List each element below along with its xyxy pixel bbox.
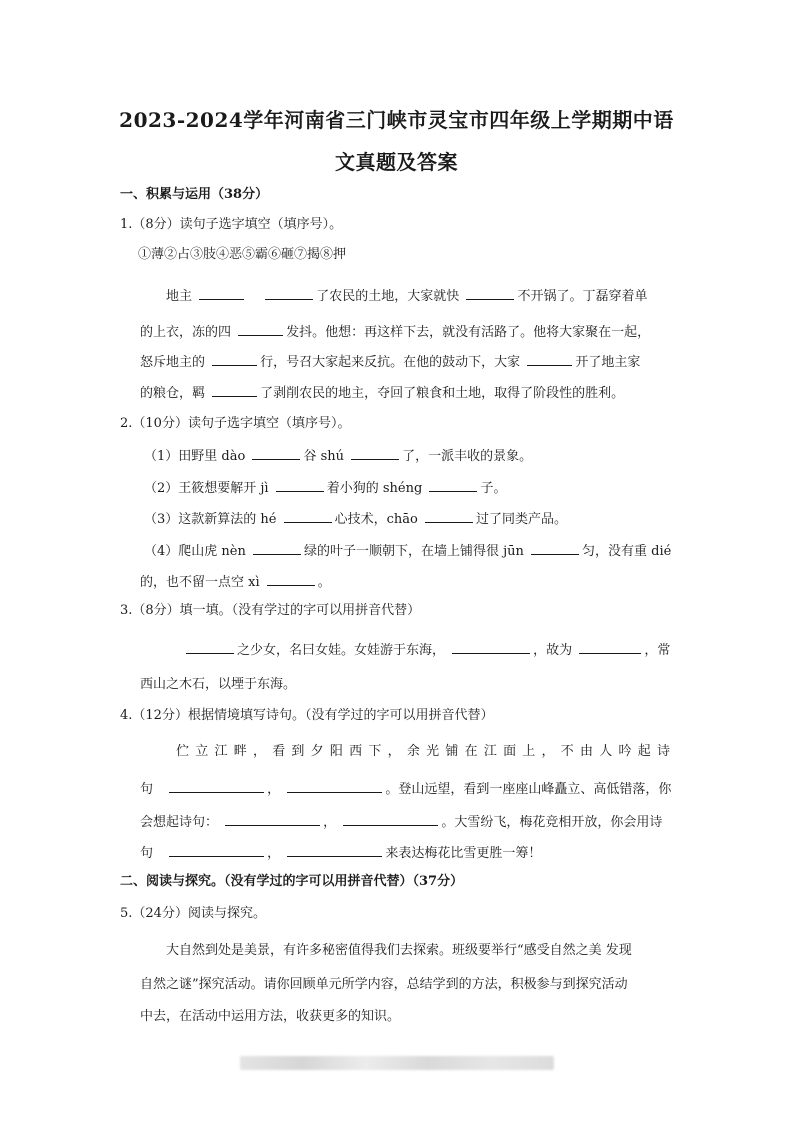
section-2-heading: 二、阅读与探究。（没有学过的字可以用拼音代替）（37分） (120, 874, 464, 889)
q5-stem: 5.（24分）阅读与探究。 (120, 906, 266, 921)
q3-text: ，故为 (533, 643, 573, 658)
q4-text: ， (267, 846, 281, 861)
q1-text: 行，号召大家起来反抗。在他的鼓动下，大家 (260, 355, 521, 370)
q2-item-2 (144, 478, 506, 498)
q4-text: 来表达梅花比雪更胜一筹！ (385, 846, 542, 861)
q1-text: 不开锅了。丁磊穿着单 (517, 289, 648, 304)
q2-item-4 (144, 541, 671, 561)
q4-text: 句 (140, 846, 154, 861)
q3-line-1 (186, 640, 670, 660)
answer-blank[interactable] (284, 509, 332, 523)
q1-text: 发抖。他想：再这样下去，就没有活路了。他将大家聚在一起， (286, 325, 651, 340)
answer-blank[interactable] (238, 322, 283, 336)
q5-passage-line-3: 中去，在活动中运用方法，收获更多的知识。 (140, 1009, 401, 1024)
q3-text: ，常 (644, 643, 671, 658)
q2-text: 绿的叶子一顺朝下，在墙上铺得很 jūn (303, 544, 524, 559)
q4-text: 。登山远望，看到一座座山峰矗立、高低错落，你 (385, 782, 672, 797)
q1-passage-line-2 (140, 322, 650, 342)
answer-blank[interactable] (466, 286, 514, 300)
q2-item-1 (144, 446, 532, 466)
answer-blank[interactable] (252, 446, 300, 460)
q2-text: （2）王筱想要解开 jì (144, 481, 269, 496)
q1-text: 了剥削农民的地主，夺回了粮食和土地，取得了阶段性的胜利。 (260, 386, 625, 401)
q4-line-1: 伫立江畔，看到夕阳西下，余光铺在江面上，不由人吟起诗 (176, 744, 670, 759)
q1-text: 的上衣，冻的四 (140, 325, 232, 340)
q2-text: （3）这款新算法的 hé (144, 512, 277, 527)
answer-blank[interactable] (452, 640, 530, 654)
answer-blank[interactable] (265, 286, 313, 300)
q2-text: 心技术，chāo (334, 512, 418, 527)
q2-text: 着小狗的 shéng (326, 481, 423, 496)
answer-blank[interactable] (186, 640, 234, 654)
q2-item-4-cont (140, 572, 331, 592)
q2-text: 谷 shú (303, 449, 345, 464)
answer-blank[interactable] (287, 843, 382, 857)
q2-text: 。 (317, 575, 331, 590)
answer-blank[interactable] (579, 640, 641, 654)
q1-passage-line-3 (140, 352, 640, 372)
answer-blank[interactable] (225, 812, 320, 826)
q3-stem: 3.（8分）填一填。（没有学过的字可以用拼音代替） (120, 603, 421, 618)
q1-text: 的粮仓，羁 (140, 386, 206, 401)
q1-stem: 1.（8分）读句子选字填空（填序号）。 (120, 217, 343, 232)
q2-text: 了，一派丰收的景象。 (402, 449, 533, 464)
q4-text: ， (323, 815, 337, 830)
q4-text: 会想起诗句： (140, 815, 219, 830)
q1-passage-line-1 (166, 286, 647, 306)
q2-stem: 2.（10分）读句子选字填空（填序号）。 (120, 416, 351, 431)
answer-blank[interactable] (527, 352, 572, 366)
q4-text: ， (267, 782, 281, 797)
q2-text: （1）田野里 dào (144, 449, 246, 464)
answer-blank[interactable] (429, 478, 477, 492)
q4-line-4 (140, 843, 541, 863)
answer-blank[interactable] (287, 779, 382, 793)
q5-passage-line-2: 自然之谜”探究活动。请你回顾单元所学内容，总结学到的方法，积极参与到探究活动 (140, 977, 628, 992)
q3-text: 之少女，名曰女娃。女娃游于东海， (237, 643, 446, 658)
q3-line-2: 西山之木石，以堙于东海。 (140, 677, 297, 692)
q1-options: ①薄②占③肢④恶⑤霸⑥砸⑦揭⑧押 (138, 247, 347, 262)
document-title-line-2: 文真题及答案 (335, 150, 458, 174)
answer-blank[interactable] (169, 843, 264, 857)
q4-line-2 (140, 779, 671, 799)
q1-text: 开了地主家 (575, 355, 641, 370)
answer-blank[interactable] (267, 572, 315, 586)
q5-passage-line-1: 大自然到处是美景，有许多秘密值得我们去探索。班级要举行“感受自然之美 发现 (166, 943, 632, 958)
answer-blank[interactable] (212, 383, 257, 397)
answer-blank[interactable] (531, 541, 579, 555)
answer-blank[interactable] (212, 352, 257, 366)
answer-blank[interactable] (276, 478, 324, 492)
q4-text: 句 (140, 782, 154, 797)
q2-text: 过了同类产品。 (476, 512, 568, 527)
q1-passage-line-4 (140, 383, 624, 403)
answer-blank[interactable] (343, 812, 438, 826)
q2-item-3 (144, 509, 567, 529)
q4-text: 。大雪纷飞，梅花竞相开放，你会用诗 (441, 815, 663, 830)
answer-blank[interactable] (351, 446, 399, 460)
q4-line-3 (140, 812, 662, 832)
section-1-heading: 一、积累与运用（38分） (120, 187, 269, 202)
q4-stem: 4.（12分）根据情境填写诗句。（没有学过的字可以用拼音代替） (120, 708, 494, 723)
q2-text: 匀，没有重 dié (582, 544, 672, 559)
document-title-line-1: 2023-2024学年河南省三门峡市灵宝市四年级上学期期中语 (119, 108, 674, 132)
answer-blank[interactable] (425, 509, 473, 523)
q2-text: （4）爬山虎 nèn (144, 544, 246, 559)
answer-blank[interactable] (253, 541, 301, 555)
q1-text: 地主 (166, 289, 193, 304)
q1-text: 怒斥地主的 (140, 355, 206, 370)
q2-text: 的，也不留一点空 xì (140, 575, 260, 590)
q2-text: 子。 (480, 481, 507, 496)
q1-text: 了农民的土地，大家就快 (316, 289, 460, 304)
blurred-footer-watermark (240, 1056, 554, 1070)
answer-blank[interactable] (199, 286, 244, 300)
answer-blank[interactable] (169, 779, 264, 793)
